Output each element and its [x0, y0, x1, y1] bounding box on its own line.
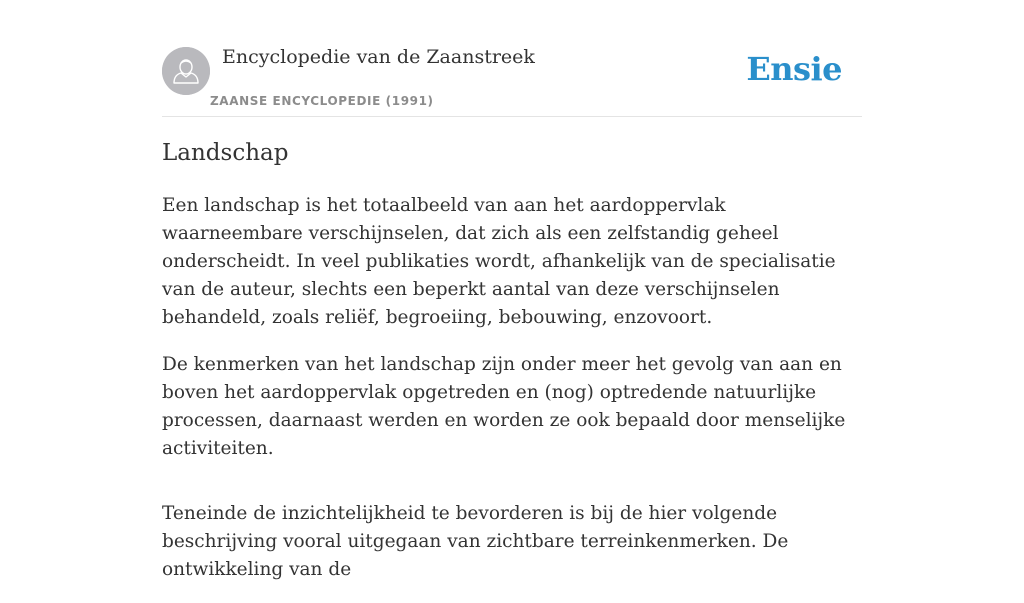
article-title: Landschap [162, 140, 289, 166]
user-icon [162, 47, 210, 95]
source-subtitle: ZAANSE ENCYCLOPEDIE (1991) [210, 94, 434, 108]
avatar[interactable] [162, 47, 210, 95]
ensie-logo[interactable]: Ensie [746, 50, 842, 88]
page-container [162, 0, 862, 580]
source-header [162, 0, 862, 117]
article-paragraph: Teneinde de inzichtelijkheid te bevorderen is bij de hier volgende beschrijving vooral uitgegaan van zichtbare terreinkenmerken. De ontwikkeling van de [162, 503, 789, 580]
article-paragraph: Een landschap is het totaalbeeld van aan het aardoppervlak waarneembare verschijnselen, dat zich als een zelfstandig geheel onderscheidt. In veel publikaties wordt, afhankelijk van de specialisatie van de auteur, slechts een beperkt aantal van deze verschijnselen behandeld, zoals reliëf, begroeiing, bebouwing, enzovoort. [162, 195, 836, 328]
source-title[interactable]: Encyclopedie van de Zaanstreek [222, 46, 535, 68]
article-paragraph: De kenmerken van het landschap zijn onder meer het gevolg van aan en boven het aardoppervlak opgetreden en (nog) optredende natuurlijke processen, daarnaast werden en worden ze ook bepaald door menselijke activiteiten. [162, 354, 846, 459]
article-body [162, 192, 862, 603]
